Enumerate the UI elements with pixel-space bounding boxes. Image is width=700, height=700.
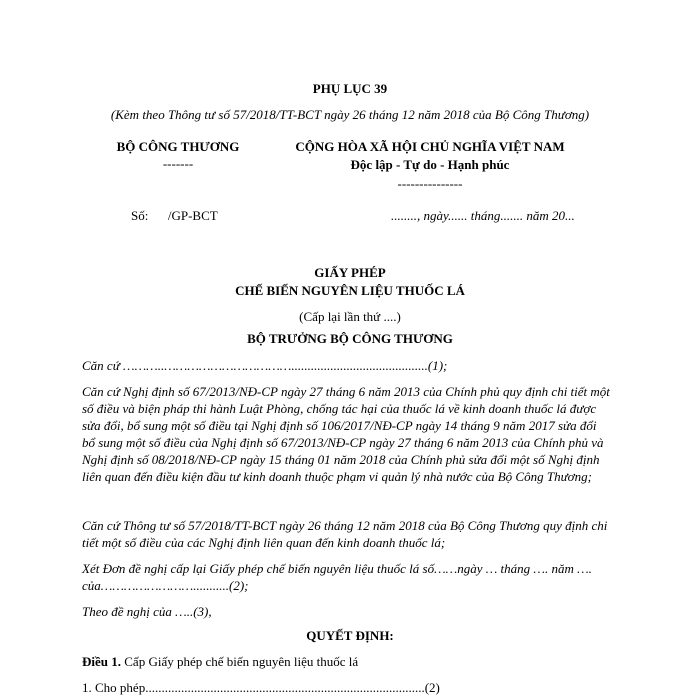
country-name: CỘNG HÒA XÃ HỘI CHỦ NGHĨA VIỆT NAM: [295, 139, 565, 154]
document-subtitle: CHẾ BIẾN NGUYÊN LIỆU THUỐC LÁ: [235, 283, 465, 298]
ministry-rule: -------: [162, 156, 194, 171]
issue-date: ........, ngày...... tháng....... năm 20...: [391, 208, 575, 223]
motto-rule: ---------------: [397, 176, 463, 191]
article-1-text: Cấp Giấy phép chế biến nguyên liệu thuốc lá: [121, 654, 359, 669]
proposal-basis: Theo đề nghị của …..(3),: [82, 604, 212, 619]
issuing-authority: BỘ TRƯỞNG BỘ CÔNG THƯƠNG: [247, 331, 453, 346]
legal-basis-1: Căn cứ ………..……………………………..........................................(1);: [82, 358, 448, 373]
document-title: GIẤY PHÉP: [314, 265, 386, 280]
legal-basis-3: Căn cứ Thông tư số 57/2018/TT-BCT ngày 26 tháng 12 năm 2018 của Bộ Công Thương quy định chi tiết một số điều của các Nghị định liên quan đến kinh doanh thuốc lá;: [82, 518, 608, 550]
article-1-label: Điều 1.: [82, 654, 121, 669]
document-number: Số: /GP-BCT: [131, 208, 218, 223]
application-consideration: Xét Đơn đề nghị cấp lại Giấy phép chế biến nguyên liệu thuốc lá số……ngày … tháng …. năm …. của……………………...........(2);: [82, 561, 592, 593]
ministry-name: BỘ CÔNG THƯƠNG: [116, 139, 240, 154]
reissue-note: (Cấp lại lần thứ ....): [299, 309, 401, 324]
article-1: [82, 654, 358, 670]
appendix-subtitle: (Kèm theo Thông tư số 57/2018/TT-BCT ngày 26 tháng 12 năm 2018 của Bộ Công Thương): [110, 107, 590, 122]
decision-heading: QUYẾT ĐỊNH:: [306, 628, 394, 643]
legal-basis-2: Căn cứ Nghị định số 67/2013/NĐ-CP ngày 27 tháng 6 năm 2013 của Chính phủ quy định chi tiết một số điều và biện pháp thi hành Luật Phòng, chống tác hại của thuốc lá về kinh doanh thuốc lá được sửa đổi, bổ sung một số điều tại Nghị định số 106/2017/NĐ-CP ngày 14 tháng 9 năm 2017 sửa đổi bổ sung một số điều của Nghị định số 67/2013/NĐ-CP ngày 27 tháng 6 năm 2013 của Chính phủ và Nghị định số 08/2018/NĐ-CP ngày 15 tháng 01 năm 2018 của Chính phủ sửa đổi một số Nghị định liên quan đến điều kiện đầu tư kinh doanh thuộc phạm vi quản lý nhà nước của Bộ Công Thương;: [82, 384, 610, 484]
article-1-item-1: 1. Cho phép......................................................................................(2): [82, 680, 440, 695]
national-motto: Độc lập - Tự do - Hạnh phúc: [350, 157, 510, 172]
appendix-title: PHỤ LỤC 39: [312, 81, 388, 96]
